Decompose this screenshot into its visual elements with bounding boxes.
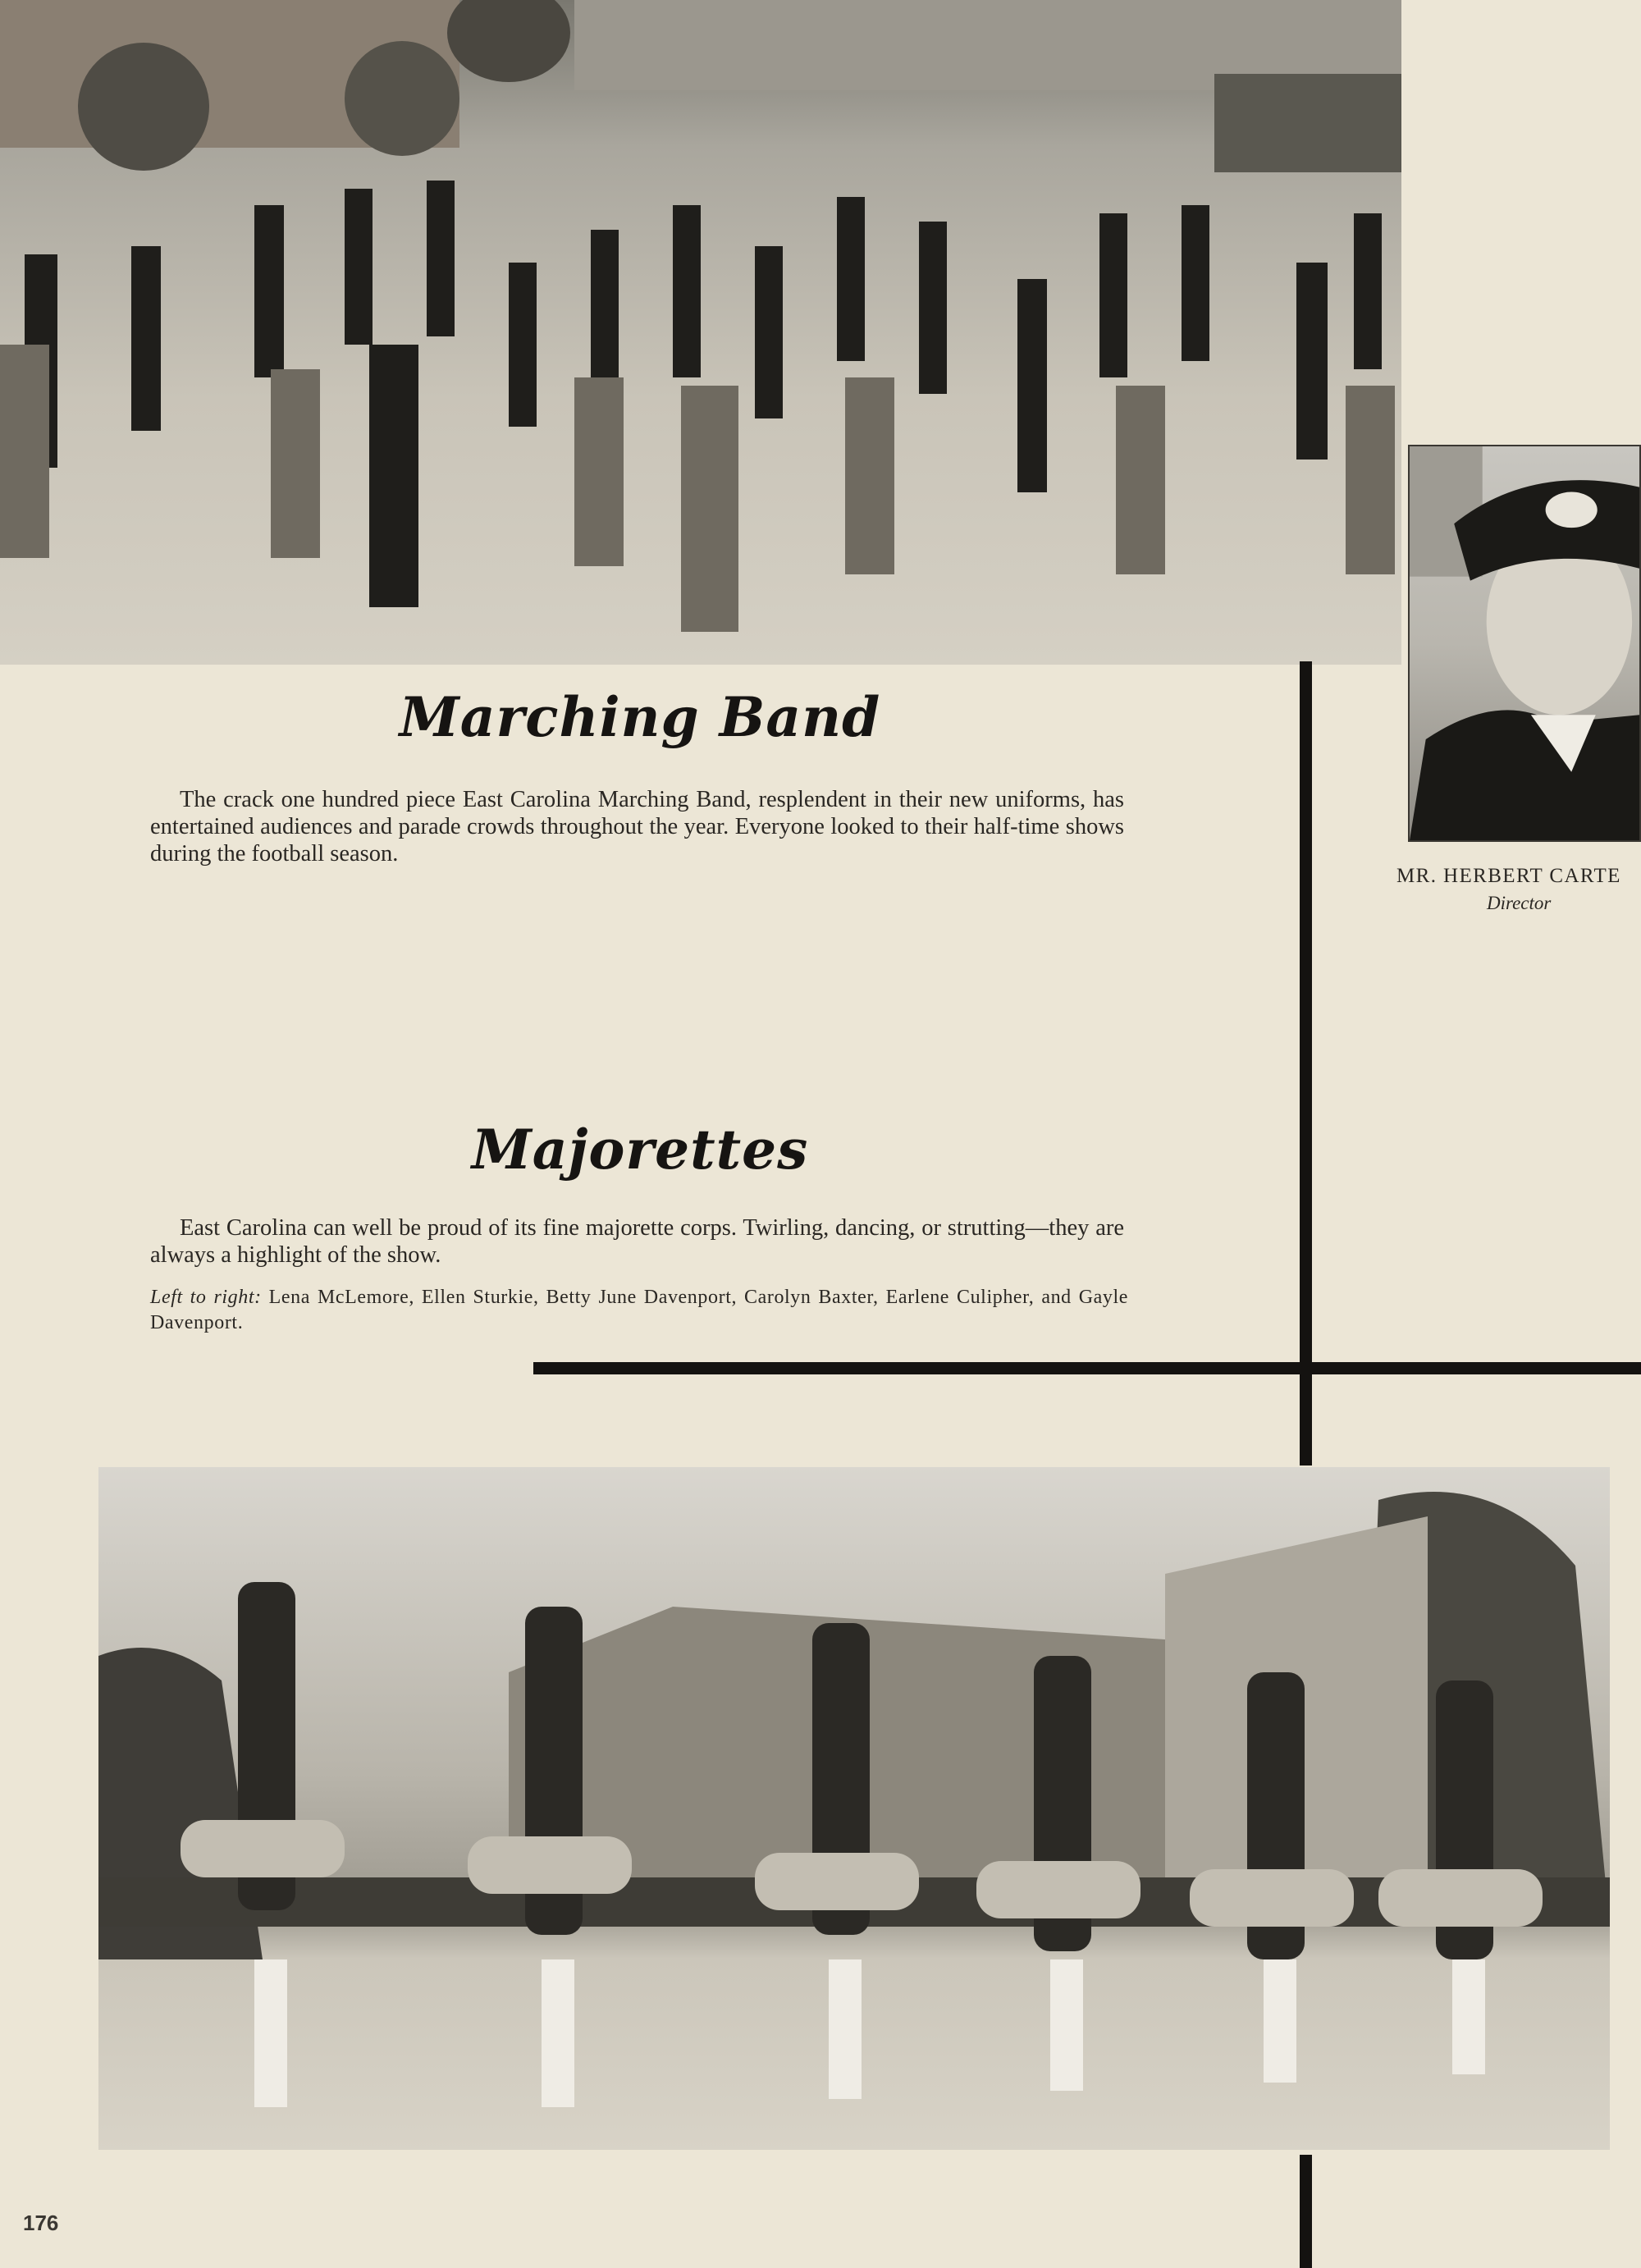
director-portrait-photo — [1408, 445, 1641, 842]
vertical-rule-upper — [1300, 661, 1312, 1466]
marching-band-heading: Marching Band — [399, 685, 881, 749]
vertical-rule-lower — [1300, 2155, 1312, 2268]
caption-names: Lena McLemore, Ellen Sturkie, Betty June Davenport, Carolyn Baxter, Earlene Culipher, and Gayle Davenport. — [150, 1287, 1129, 1333]
majorettes-heading: Majorettes — [471, 1118, 809, 1182]
majorettes-caption — [150, 1285, 1128, 1336]
majorettes-photo — [98, 1467, 1610, 2150]
director-title: Director — [1487, 893, 1552, 913]
majorettes-paragraph: East Carolina can well be proud of its fine majorette corps. Twirling, dancing, or strutting—they are always a highlight of the show. — [150, 1215, 1124, 1268]
director-illustration — [1410, 446, 1639, 840]
majorettes-illustration — [98, 1467, 1610, 2150]
marching-band-paragraph: The crack one hundred piece East Carolina Marching Band, resplendent in their new uniforms, has entertained audiences and parade crowds throughout the year. Everyone looked to their half-time shows during the football season. — [150, 787, 1124, 867]
marching-band-photo — [0, 0, 1401, 665]
page-number: 176 — [23, 2211, 59, 2235]
caption-lead: Left to right: — [150, 1287, 262, 1308]
marching-band-illustration — [0, 0, 1401, 665]
horizontal-rule — [533, 1362, 1641, 1374]
director-name: MR. HERBERT CARTE — [1396, 865, 1621, 887]
